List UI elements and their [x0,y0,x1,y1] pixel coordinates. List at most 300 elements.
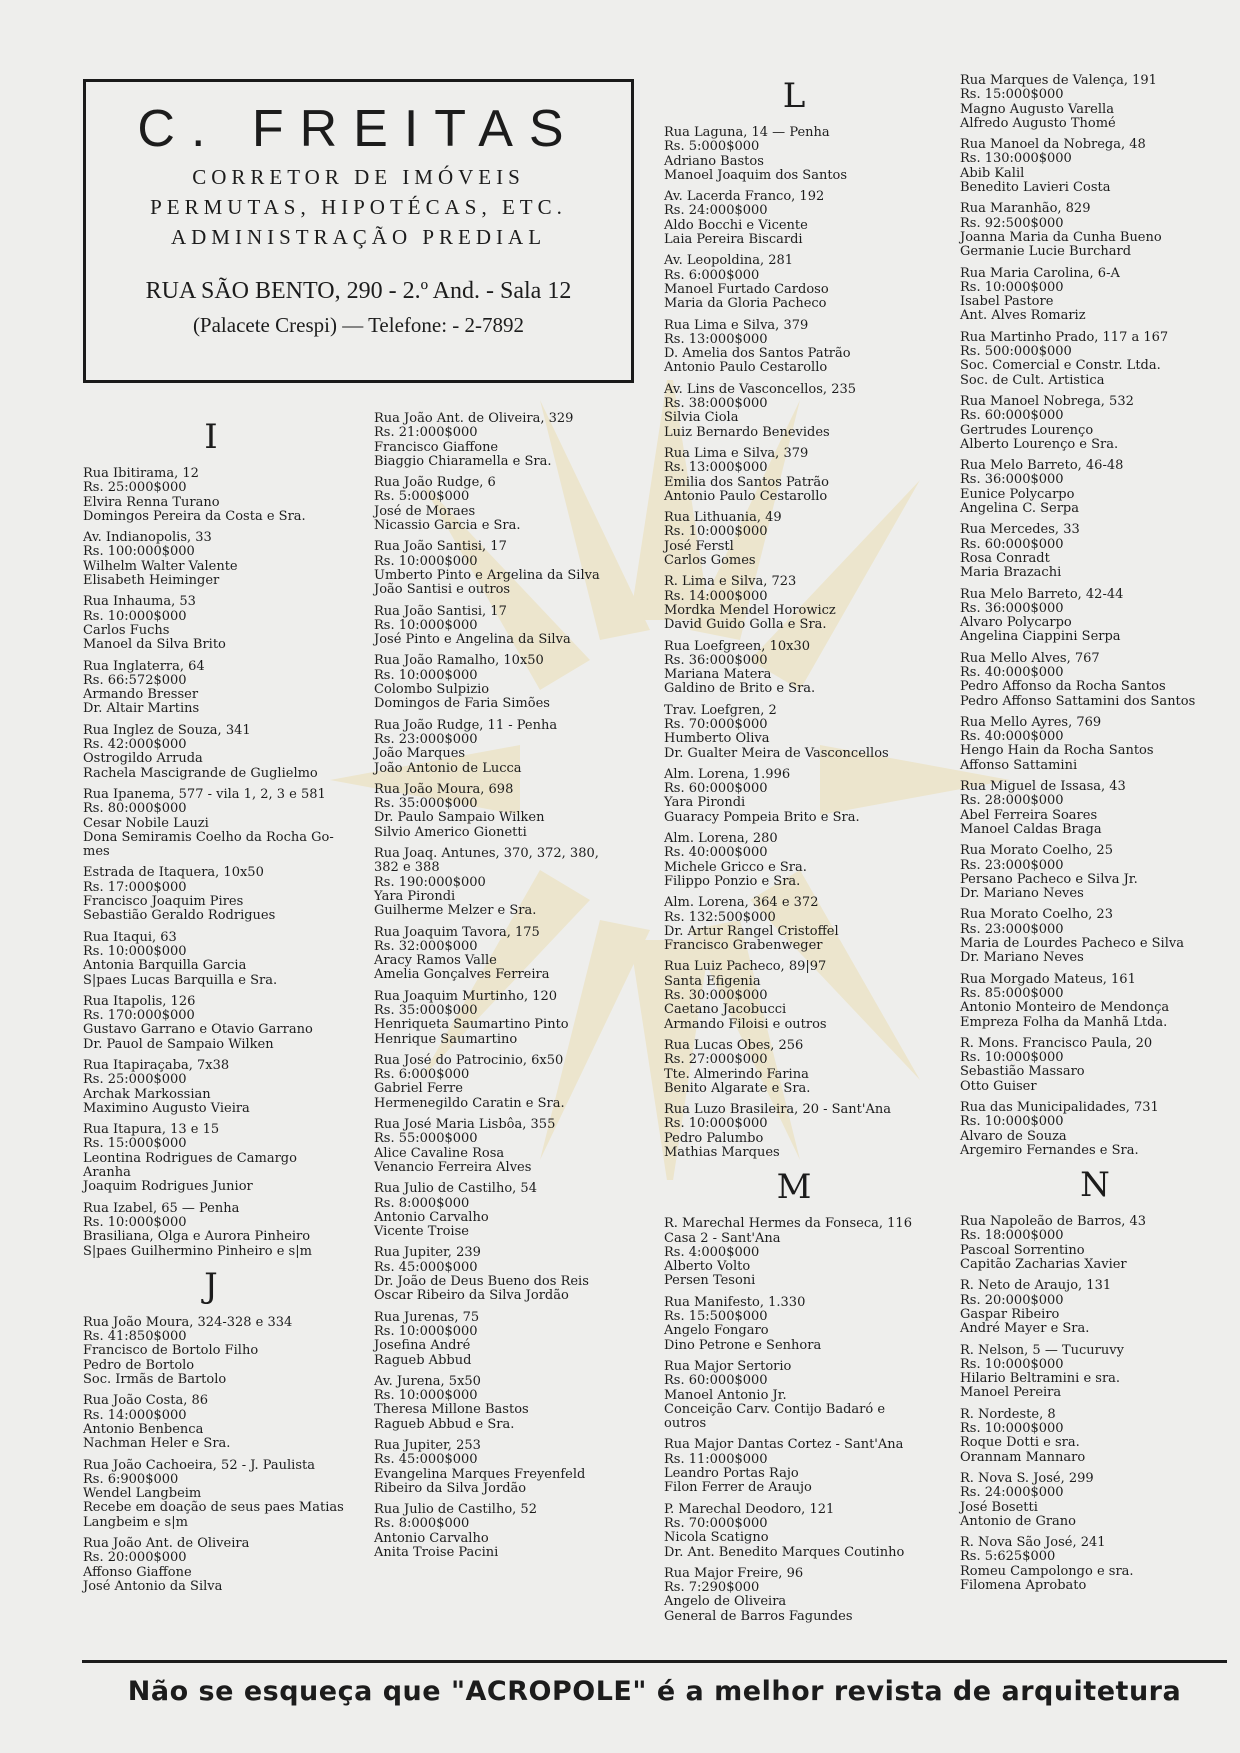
broker-administration: ADMINISTRAÇÃO PREDIAL [170,225,547,249]
entry-line: S|paes Lucas Barquilla e Sra. [83,972,278,988]
entry-line: Santa Efigenia [664,973,761,989]
entry-line: Rs. 40:000$000 [960,664,1064,680]
entry-line: André Mayer e Sra. [960,1321,1090,1337]
entry-line: José Antonio da Silva [83,1578,223,1594]
entry-line: Av. Jurena, 5x50 [374,1373,481,1389]
entry-line: Av. Lacerda Franco, 192 [664,189,825,205]
entry-line: Rua Manoel Nobrega, 532 [960,393,1134,409]
entry-line: Rs. 66:572$000 [83,672,187,688]
property-transaction-entry [374,1311,634,1368]
entry-line: Rua Napoleão de Barros, 43 [960,1214,1147,1230]
entry-line: Ostrogildo Arruda [83,751,203,767]
entry-line: Rs. 80:000$000 [83,801,187,817]
entry-line: Gaspar Ribeiro [960,1306,1060,1322]
entry-line: Rua Joaquim Murtinho, 120 [374,988,558,1004]
property-transaction-entry [664,1438,924,1495]
entry-line: Rs. 100:000$000 [83,544,195,560]
property-transaction-entry [374,540,634,597]
entry-line: Rua Itaqui, 63 [83,929,177,945]
entry-line: Langbeim e s|m [83,1514,188,1530]
property-transaction-entry [374,926,634,983]
property-transaction-entry [664,1567,924,1624]
entry-line: R. Nelson, 5 — Tucuruvy [960,1342,1124,1358]
entry-line: Rs. 15:000$000 [960,87,1064,103]
entry-line: Antonio Paulo Cestarollo [664,360,828,376]
property-transaction-entry [374,1118,634,1175]
entry-line: Rua Ipanema, 577 - vila 1, 2, 3 e 581 [83,786,326,802]
entry-line: Rua Maranhão, 829 [960,201,1091,217]
entry-line: Tte. Almerindo Farina [664,1066,809,1082]
entry-line: Rua João Cachoeira, 52 - J. Paulista [83,1457,315,1473]
entry-line: Rs. 28:000$000 [960,793,1064,809]
property-transaction-entry [960,1408,1230,1465]
entry-line: Alm. Lorena, 280 [664,831,778,847]
entry-line: Rs. 6:000$000 [664,267,760,283]
entry-line: Maria de Lourdes Pacheco e Silva [960,936,1184,952]
entry-line: Rua João Rudge, 6 [374,475,496,491]
entry-line: Rua Luiz Pacheco, 89|97 [664,959,827,975]
entry-line: Rs. 17:000$000 [83,879,187,895]
property-transaction-entry [960,1037,1230,1094]
entry-line: Rs. 10:000$000 [374,1388,478,1404]
entry-line: Soc. Irmãs de Bartolo [83,1372,227,1388]
entry-line: Rua Major Dantas Cortez - Sant'Ana [664,1437,904,1453]
entry-line: Rs. 6:000$000 [374,1067,470,1083]
entry-line: Henrique Saumartino [374,1031,518,1047]
entry-line: Rs. 42:000$000 [83,737,187,753]
entry-line: Rs. 132:500$000 [664,909,776,925]
entry-line: Dino Petrone e Senhora [664,1337,822,1353]
entry-line: Rua Jurenas, 75 [374,1309,480,1325]
entry-line: Filomena Aprobato [960,1578,1087,1594]
entry-line: Rua João Ramalho, 10x50 [374,653,544,669]
entry-line: Rs. 5:625$000 [960,1549,1056,1565]
entry-line: Rua Inglez de Souza, 341 [83,722,251,738]
entry-line: Rua das Municipalidades, 731 [960,1100,1159,1115]
property-transaction-entry [664,447,924,504]
entry-line: R. Marechal Hermes da Fonseca, 116 [664,1216,912,1232]
property-transaction-entry [83,1316,339,1387]
property-transaction-entry [664,383,924,440]
entry-line: Francisco Grabenweger [664,938,823,954]
property-transaction-entry [374,990,634,1047]
property-transaction-entry [664,768,924,825]
entry-line: Mariana Matera [664,667,772,683]
entry-line: Rua Lithuania, 49 [664,510,782,526]
entry-line: Recebe em doação de seus paes Matias [83,1500,344,1516]
entry-line: Silvia Ciola [664,410,739,426]
property-transaction-entry [664,1503,924,1560]
entry-line: Rs. 14:000$000 [664,588,768,604]
entry-line: General de Barros Fagundes [664,1608,853,1624]
entry-line: Rs. 92:500$000 [960,215,1064,231]
property-transaction-entry [960,395,1230,452]
broker-advertisement [83,79,634,383]
entry-line: Rs. 60:000$000 [960,536,1064,552]
property-transaction-entry [664,832,924,889]
entry-line: Manoel Caldas Braga [960,821,1102,837]
entry-line: Amelia Gonçalves Ferreira [374,967,550,983]
property-transaction-entry [374,605,634,648]
property-transaction-entry [664,254,924,311]
entry-line: Rua José do Patrocinio, 6x50 [374,1052,564,1068]
entry-line: Emilia dos Santos Patrão [664,474,829,490]
section-letter-heading: N [1080,1165,1110,1206]
entry-line: Hilario Beltramini e sra. [960,1371,1121,1387]
property-transaction-entry [960,267,1230,324]
entry-line: Rosa Conradt [960,550,1050,566]
entry-line: Manoel Joaquim dos Santos [664,167,848,183]
entry-line: Joanna Maria da Cunha Bueno [960,229,1162,245]
entry-line: Rs. 10:000$000 [960,1050,1064,1066]
property-transaction-entry [960,1279,1230,1336]
footer-divider [82,1660,1227,1663]
entry-line: Benito Algarate e Sra. [664,1080,811,1096]
entry-line: Rs. 10:000$000 [374,667,478,683]
property-transaction-entry [374,654,634,711]
entry-line: Rua Loefgreen, 10x30 [664,638,810,654]
entry-line: Yara Pirondi [374,888,456,904]
property-transaction-entry [374,476,634,533]
entry-line: Rs. 60:000$000 [664,1373,768,1389]
entry-line: Galdino de Brito e Sra. [664,681,816,697]
entry-line: Rua Jupiter, 253 [374,1438,481,1453]
entry-line: Maria da Gloria Pacheco [664,296,827,312]
listing-column-2 [374,412,634,1567]
property-transaction-entry [960,1536,1230,1593]
entry-line: outros [664,1416,707,1432]
entry-line: David Guido Golla e Sra. [664,617,827,633]
entry-line: Mordka Mendel Horowicz [664,602,836,618]
entry-line: Rua José Maria Lisbôa, 355 [374,1117,556,1133]
entry-line: Eunice Polycarpo [960,486,1075,502]
entry-line: Elisabeth Heiminger [83,573,220,589]
entry-line: Pedro de Bortolo [83,1357,195,1373]
entry-line: Antonio Monteiro de Mendonça [960,1000,1170,1016]
entry-line: Aldo Bocchi e Vicente [664,217,808,233]
entry-line: Rs. 25:000$000 [83,1072,187,1088]
entry-line: Rs. 20:000$000 [83,1550,187,1566]
entry-line: Wendel Langbeim [83,1486,202,1502]
entry-line: Antonio Carvalho [374,1530,489,1546]
entry-line: Francisco de Bortolo Filho [83,1343,259,1359]
section-letter-heading: L [782,76,806,116]
entry-line: Gabriel Ferre [374,1081,463,1097]
entry-line: Rua Laguna, 14 — Penha [664,125,830,140]
broker-name: C. FREITAS [137,100,580,158]
entry-line: Rs. 41:850$000 [83,1329,187,1345]
property-transaction-entry [374,412,634,469]
property-transaction-entry [83,1537,339,1594]
property-transaction-entry [960,202,1230,259]
entry-line: João Santisi e outros [374,582,511,598]
broker-tagline: CORRETOR DE IMÓVEIS [192,165,525,189]
entry-line: Rs. 10:000$000 [664,524,768,540]
property-transaction-entry [83,1123,339,1194]
property-transaction-entry [374,1246,634,1303]
entry-line: Rua Itapiraçaba, 7x38 [83,1057,230,1073]
entry-line: Carlos Gomes [664,553,756,569]
entry-line: Rua Morato Coelho, 23 [960,907,1113,923]
entry-line: Rua Izabel, 65 — Penha [83,1200,240,1216]
entry-line: Rs. 5:000$000 [664,139,760,155]
property-transaction-entry [960,716,1230,773]
entry-line: 382 e 388 [374,860,440,876]
entry-line: Rua João Moura, 324-328 e 334 [83,1314,293,1330]
property-transaction-entry [83,467,339,524]
entry-line: Rua Marques de Valença, 191 [960,73,1157,88]
property-transaction-entry [960,1101,1230,1158]
entry-line: Sebastião Massaro [960,1064,1085,1080]
entry-line: Dr. Artur Rangel Cristoffel [664,923,839,939]
property-transaction-entry [960,1344,1230,1401]
entry-line: Rua Itapolis, 126 [83,993,196,1009]
entry-line: Humberto Oliva [664,731,770,747]
entry-line: Rs. 18:000$000 [960,1228,1064,1244]
entry-line: Rua João Moura, 698 [374,781,514,797]
entry-line: R. Nova S. José, 299 [960,1470,1094,1486]
entry-line: Nicola Scatigno [664,1530,769,1546]
entry-line: Antonio Carvalho [374,1209,489,1225]
entry-line: Rua Martinho Prado, 117 a 167 [960,329,1169,345]
property-transaction-entry [664,1039,924,1096]
entry-line: Rs. 45:000$000 [374,1452,478,1468]
entry-line: Francisco Joaquim Pires [83,894,244,910]
entry-line: Rs. 13:000$000 [664,460,768,476]
entry-line: Rs. 45:000$000 [374,1259,478,1275]
property-transaction-entry [664,319,924,376]
entry-line: Casa 2 - Sant'Ana [664,1230,781,1246]
entry-line: R. Nordeste, 8 [960,1406,1056,1422]
entry-line: R. Neto de Araujo, 131 [960,1278,1112,1294]
entry-line: Rua Joaquim Tavora, 175 [374,924,540,940]
entry-line: Wilhelm Walter Valente [83,558,238,574]
entry-line: Rs. 70:000$000 [664,1515,768,1531]
entry-line: Alfredo Augusto Thomé [960,115,1116,131]
entry-line: Rs. 35:000$000 [374,796,478,812]
entry-line: Rs. 23:000$000 [960,921,1064,937]
entry-line: Rua Lucas Obes, 256 [664,1037,804,1053]
broker-services: PERMUTAS, HIPOTÉCAS, ETC. [150,195,567,219]
entry-line: Rua João Rudge, 11 - Penha [374,717,558,733]
entry-line: Dr. Ant. Benedito Marques Coutinho [664,1544,905,1560]
property-transaction-entry [960,74,1230,131]
entry-line: Pascoal Sorrentino [960,1242,1085,1258]
entry-line: Manoel Antonio Jr. [664,1387,787,1403]
entry-line: Rs. 170:000$000 [83,1008,195,1024]
entry-line: José Ferstl [664,538,734,554]
entry-line: Guilherme Melzer e Sra. [374,903,537,919]
entry-line: Rua Major Freire, 96 [664,1565,804,1581]
property-transaction-entry [960,331,1230,388]
entry-line: Rs. 40:000$000 [664,845,768,861]
property-transaction-entry [374,1439,634,1496]
entry-line: Rs. 60:000$000 [960,408,1064,424]
entry-line: Ragueb Abbud [374,1352,472,1368]
entry-line: Rs. 13:000$000 [664,331,768,347]
entry-line: Av. Lins de Vasconcellos, 235 [664,381,857,397]
property-transaction-entry [664,511,924,568]
entry-line: Silvio Americo Gionetti [374,824,527,840]
entry-line: Rua João Santisi, 17 [374,603,507,619]
property-transaction-entry [83,866,339,923]
entry-line: Rua Melo Barreto, 46-48 [960,458,1124,474]
entry-line: Rua João Costa, 86 [83,1393,209,1409]
entry-line: Rs. 10:000$000 [374,1323,478,1339]
entry-line: Rua Manoel da Nobrega, 48 [960,137,1146,153]
property-transaction-entry [664,126,924,183]
entry-line: Hengo Hain da Rocha Santos [960,743,1154,759]
entry-line: Rs. 85:000$000 [960,985,1064,1001]
entry-line: Rs. 10:000$000 [960,1356,1064,1372]
entry-line: Affonso Giaffone [83,1564,192,1580]
entry-line: Rs. 500:000$000 [960,344,1072,360]
entry-line: Manoel Furtado Cardoso [664,281,829,297]
entry-line: Maria Brazachi [960,565,1062,581]
property-transaction-entry [664,1296,924,1353]
entry-line: Henriqueta Saumartino Pinto [374,1017,569,1033]
entry-line: Nicassio Garcia e Sra. [374,518,521,534]
entry-line: P. Marechal Deodoro, 121 [664,1501,835,1517]
entry-line: Av. Indianopolis, 33 [83,530,212,546]
listing-column-1 [83,413,344,1601]
entry-line: Romeu Campolongo e sra. [960,1563,1134,1579]
entry-line: R. Mons. Francisco Paula, 20 [960,1035,1153,1051]
entry-line: Estrada de Itaquera, 10x50 [83,865,264,881]
entry-line: Rs. 36:000$000 [960,472,1064,488]
entry-line: Umberto Pinto e Argelina da Silva [374,567,600,583]
entry-line: Affonso Sattamini [960,757,1078,773]
entry-line: Antonio de Grano [960,1513,1076,1529]
entry-line: Rs. 10:000$000 [83,608,187,624]
entry-line: Rua Lima e Silva, 379 [664,317,809,333]
entry-line: Persano Pacheco e Silva Jr. [960,871,1138,887]
entry-line: Adriano Bastos [664,153,764,169]
entry-line: Rachela Mascigrande de Guglielmo [83,765,318,781]
property-transaction-entry [664,896,924,953]
entry-line: Persen Tesoni [664,1273,756,1289]
property-transaction-entry [960,780,1230,837]
entry-line: Angelo de Oliveira [664,1594,787,1610]
entry-line: Manoel da Silva Brito [83,637,226,653]
entry-line: Filippo Ponzio e Sra. [664,873,801,889]
entry-line: Archak Markossian [83,1086,211,1102]
property-transaction-entry [374,1375,634,1432]
property-transaction-entry [664,1360,924,1431]
listing-column-3 [664,72,924,1631]
entry-line: Elvira Renna Turano [83,494,220,510]
entry-line: D. Amelia dos Santos Patrão [664,346,851,362]
entry-line: Rs. 7:290$000 [664,1580,760,1596]
entry-line: Alm. Lorena, 1.996 [664,766,791,782]
entry-line: Capitão Zacharias Xavier [960,1257,1127,1273]
property-transaction-entry [374,847,634,918]
entry-line: Hermenegildo Caratin e Sra. [374,1095,565,1111]
property-transaction-entry [664,1217,924,1288]
entry-line: Rua Mercedes, 33 [960,522,1080,538]
property-transaction-entry [664,190,924,247]
entry-line: Laia Pereira Biscardi [664,232,803,248]
entry-line: Ribeiro da Silva Jordão [374,1480,527,1496]
property-transaction-entry [83,1457,344,1530]
entry-line: Joaquim Rodrigues Junior [83,1179,253,1195]
entry-line: Rua Julio de Castilho, 52 [374,1502,537,1518]
property-transaction-entry [83,595,339,652]
entry-line: Rs. 36:000$000 [664,652,768,668]
entry-line: Rs. 6:900$000 [83,1471,179,1487]
entry-line: R. Nova São José, 241 [960,1535,1106,1551]
entry-line: Empreza Folha da Manhã Ltda. [960,1014,1168,1030]
entry-line: Rua Mello Alves, 767 [960,650,1100,666]
property-transaction-entry [664,704,924,761]
entry-line: Ant. Alves Romariz [960,308,1086,324]
entry-line: Soc. de Cult. Artistica [960,372,1105,388]
entry-line: Conceição Carv. Contijo Badaró e [664,1401,886,1417]
entry-line: Rua Itapura, 13 e 15 [83,1122,220,1138]
entry-line: Av. Leopoldina, 281 [664,253,794,269]
entry-line: S|paes Guilhermino Pinheiro e s|m [83,1243,312,1259]
entry-line: Benedito Lavieri Costa [960,180,1111,196]
entry-line: Yara Pirondi [664,795,746,811]
entry-line: Mathias Marques [664,1145,780,1160]
entry-line: Rs. 8:000$000 [374,1195,470,1211]
property-transaction-entry [83,995,339,1052]
entry-line: Leontina Rodrigues de Camargo [83,1150,297,1166]
entry-line: Isabel Pastore [960,294,1054,310]
entry-line: Rua Lima e Silva, 379 [664,445,809,461]
property-transaction-entry [960,844,1230,901]
entry-line: Nachman Heler e Sra. [83,1436,231,1452]
entry-line: Dr. Altair Martins [83,701,200,717]
entry-line: Rs. 36:000$000 [960,600,1064,616]
entry-line: Rs. 23:000$000 [960,857,1064,873]
property-transaction-entry [374,719,634,776]
entry-line: Theresa Millone Bastos [374,1402,529,1418]
entry-line: Rs. 15:000$000 [83,1136,187,1152]
entry-line: Domingos Pereira da Costa e Sra. [83,508,306,524]
entry-line: Aracy Ramos Valle [374,953,497,969]
entry-line: Vicente Troise [374,1224,469,1240]
entry-line: Rs. 24:000$000 [664,203,768,219]
entry-line: Rs. 55:000$000 [374,1131,478,1147]
entry-line: Rs. 10:000$000 [960,1421,1064,1437]
entry-line: Alberto Volto [664,1259,751,1275]
entry-line: Josefina André [374,1338,471,1354]
entry-line: Rs. 15:500$000 [664,1309,768,1325]
property-transaction-entry [960,973,1230,1030]
entry-line: Rua Ibitirama, 12 [83,466,199,481]
entry-line: Orannam Mannaro [960,1449,1086,1465]
entry-line: Venancio Ferreira Alves [374,1159,532,1175]
entry-line: Francisco Giaffone [374,439,499,455]
entry-line: Pedro Affonso da Rocha Santos [960,679,1166,695]
entry-line: Dona Semiramis Coelho da Rocha Go- [83,829,334,845]
property-transaction-entry [960,1472,1230,1529]
property-transaction-entry [960,908,1230,965]
entry-line: Rua João Ant. de Oliveira [83,1536,250,1551]
entry-line: Oscar Ribeiro da Silva Jordão [374,1288,569,1304]
section-letter-heading: J [204,1265,218,1306]
entry-line: Pedro Palumbo [664,1130,764,1146]
entry-line: Dr. Paulo Sampaio Wilken [374,810,545,826]
entry-line: Antonia Barquilla Garcia [83,958,247,974]
entry-line: Angelina Ciappini Serpa [960,629,1121,645]
entry-line: Guaracy Pompeia Brito e Sra. [664,809,860,825]
entry-line: Armando Bresser [83,687,199,703]
entry-line: Rs. 24:000$000 [960,1485,1064,1501]
entry-line: Biaggio Chiaramella e Sra. [374,453,552,469]
entry-line: Rua Melo Barreto, 42-44 [960,586,1124,602]
